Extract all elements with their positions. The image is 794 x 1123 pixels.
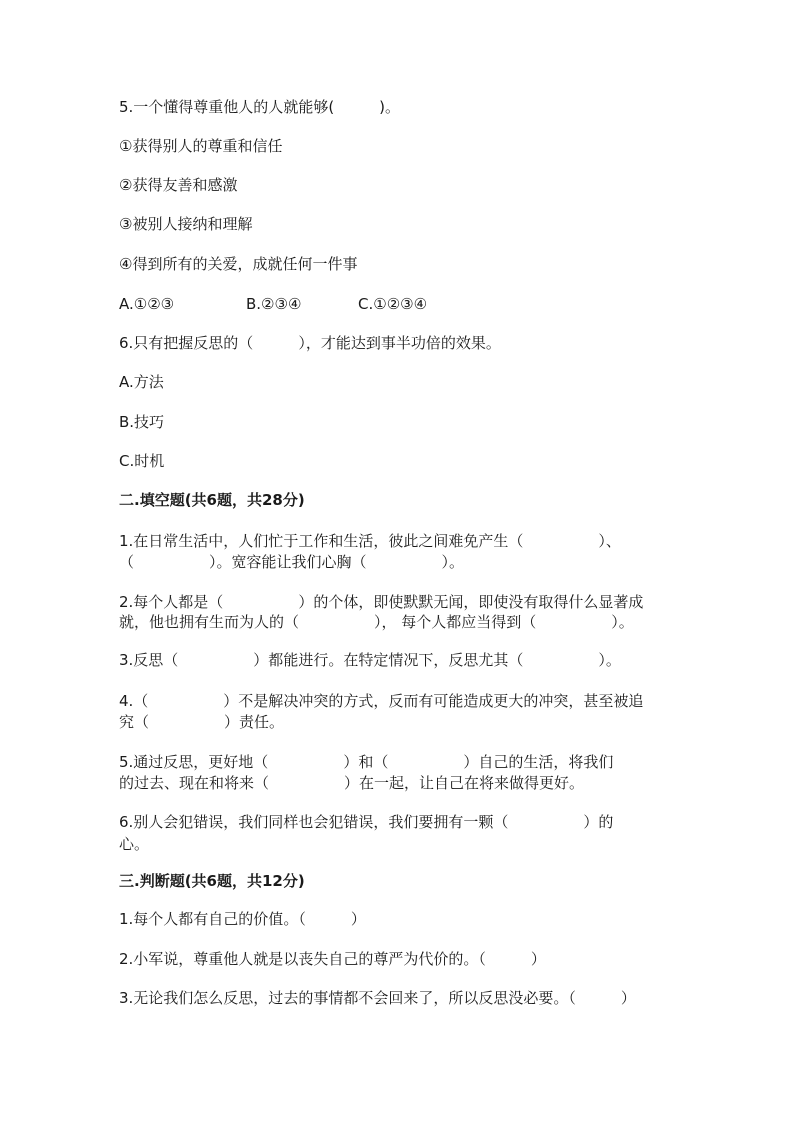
answer-option-b: B.技巧 — [119, 413, 165, 431]
question-line: （ ）。宽容能让我们心胸（ ）。 — [119, 553, 465, 571]
question-line: 心。 — [119, 835, 150, 853]
statement-item: ③被别人接纳和理解 — [119, 215, 253, 233]
question-line: 1.每个人都有自己的价值。（ ） — [119, 910, 366, 928]
answer-option-a: A.①②③ — [119, 295, 175, 313]
question-line: 的过去、现在和将来（ ）在一起，让自己在将来做得更好。 — [119, 774, 585, 792]
answer-option-c: C.时机 — [119, 452, 165, 470]
question-line: 究（ ）责任。 — [119, 713, 285, 731]
section-heading: 二.填空题(共6题，共28分) — [119, 491, 305, 509]
question-stem: 5.一个懂得尊重他人的人就能够( )。 — [119, 98, 401, 116]
question-line: 6.别人会犯错误，我们同样也会犯错误，我们要拥有一颗（ ）的 — [119, 813, 614, 831]
answer-option-c: C.①②③④ — [358, 295, 428, 313]
question-line: 4.（ ）不是解决冲突的方式，反而有可能造成更大的冲突，甚至被追 — [119, 692, 644, 710]
statement-item: ④得到所有的关爱，成就任何一件事 — [119, 255, 358, 273]
answer-option-a: A.方法 — [119, 373, 164, 391]
section-heading: 三.判断题(共6题，共12分) — [119, 872, 305, 890]
question-line: 3.无论我们怎么反思，过去的事情都不会回来了，所以反思没必要。（ ） — [119, 989, 636, 1007]
answer-option-b: B.②③④ — [246, 295, 302, 313]
statement-item: ②获得友善和感激 — [119, 176, 238, 194]
question-line: 1.在日常生活中，人们忙于工作和生活，彼此之间难免产生（ ）、 — [119, 532, 621, 550]
question-line: 2.小军说，尊重他人就是以丧失自己的尊严为代价的。（ ） — [119, 950, 546, 968]
question-line: 就，他也拥有生而为人的（ ）， 每个人都应当得到（ ）。 — [119, 613, 634, 631]
question-line: 2.每个人都是（ ）的个体，即使默默无闻，即使没有取得什么显著成 — [119, 593, 644, 611]
question-stem: 6.只有把握反思的（ ），才能达到事半功倍的效果。 — [119, 334, 501, 352]
question-line: 5.通过反思，更好地（ ）和（ ）自己的生活，将我们 — [119, 753, 614, 771]
question-line: 3.反思（ ）都能进行。在特定情况下，反思尤其（ ）。 — [119, 651, 621, 669]
statement-item: ①获得别人的尊重和信任 — [119, 137, 283, 155]
